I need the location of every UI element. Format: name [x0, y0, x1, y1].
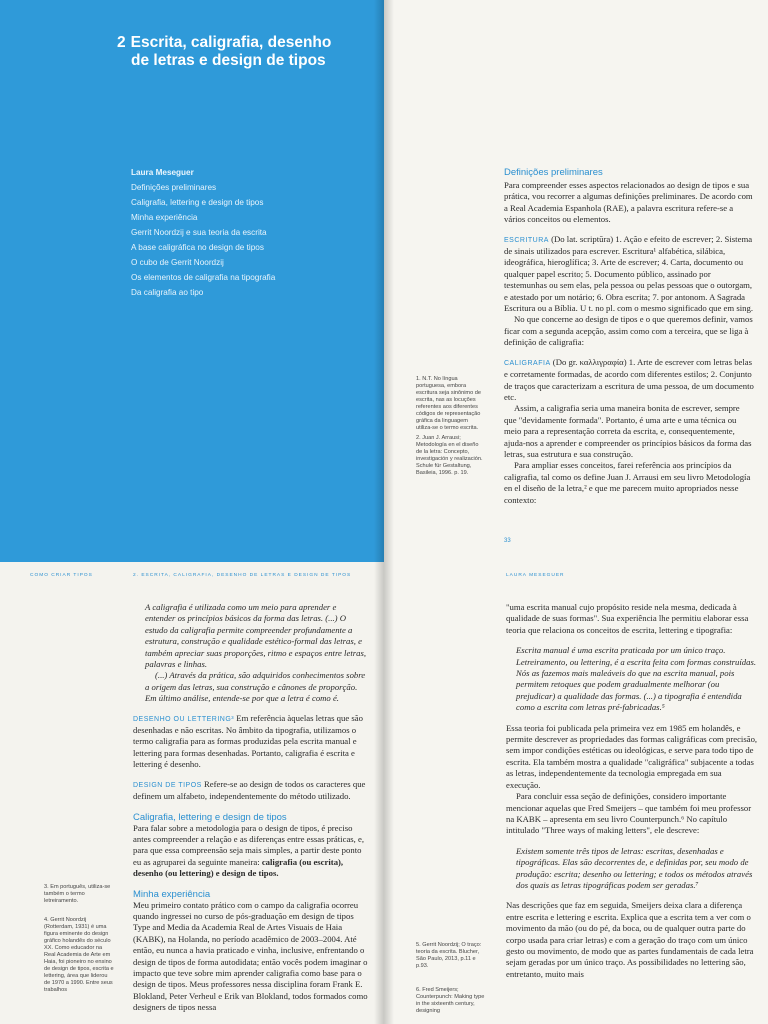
desenho-text: Em referência àquelas letras que são desenhadas e não escritas. No âmbito da tipografia, utilizamos o termo caligrafia para as formas produzidas pela escrita manual e lettering para formas desenhadas. Portanto, caligrafia é escrita e lettering é desenho.	[133, 712, 363, 770]
design-term: DESIGN DE TIPOS	[133, 781, 202, 789]
desenho-term: DESENHO OU LETTERING³	[133, 715, 235, 723]
footnote-4: 4. Gerrit Noordzij (Rotterdam, 1931) é uma figura eminente do design gráfico holandês do século XX. Como educador na Real Academia de Arte em Haia, foi pioneiro no ensino de design de tipos, escrita e lettering, área que liderou de 1970 a 1990. Entre seus trabalhos	[44, 917, 114, 993]
block-quote: (...) Através da prática, são adquiridos conhecimentos sobre a origem das letras, sua construção e cânones de proporção. Em último análise, entende-se por que a letra é como é.	[145, 670, 366, 704]
block-quote: Escrita manual é uma escrita praticada por um único traço. Letreiramento, ou lettering, é a escrita feita com formas construídas. Nós as fazemos mais maleáveis do que na escrita manual, pois permitem retoques que podem gradualmente melhorar (ou prejudicar) a qualidade das formas. (...) a tipografia é entendida como a escrita com letras pré-fabricadas.⁵	[516, 645, 757, 713]
running-head-author: LAURA MESEGUER	[506, 573, 565, 578]
toc-item: Definições preliminares	[131, 183, 217, 192]
author-name: Laura Meseguer	[131, 168, 194, 177]
footnote-1: 1. N.T. No língua portuguesa, embora escritura seja sinônimo de escrita, nas as locuções referentes aos diferentes códigos de representação gráfica da linguagem utiliza-se o termo escrita.	[416, 376, 481, 431]
block-quote: A caligrafia é utilizada como um meio para aprender e entender os princípios básicos da forma das letras. (...) O estudo da caligrafia permite compreender profundamente a estrutura, construção e qualidade estético-formal das letras, e também apreciar suas proporções, ritmo e espaços entre letras, palavras e linhas.	[145, 602, 367, 670]
toc-item: O cubo de Gerrit Noordzij	[131, 258, 224, 267]
caligrafia-text: (Do gr. καλλιγραφία) 1. Arte de escrever com letras belas e corretamente formadas, de acordo com diferentes estilos; 2. Conjunto de traços que caracterizam a escritura de uma pessoa, de um documento etc.	[504, 356, 754, 402]
chapter-title-line1: Escrita, caligrafia, desenho	[130, 34, 332, 51]
paragraph: Nas descrições que faz em seguida, Smeijers deixa clara a diferença entre escrita e lettering e escrita. Explica que a escrita tem a ver com o movimento da mão (ou do pé, da boca, ou de qualquer outra parte do corpo usada para criar letras) e com a geração do traço com um único gesto ou movimento, de modo que as partes fundamentais de cada letra sejam geradas por um único traço. As possibilidades no lettering são, entretanto, muito mais	[506, 900, 754, 979]
paragraph: Para concluir essa seção de definições, considero importante mencionar aquelas que Fred Smeijers – que também foi meu professor na KABK – apresenta em seu livro Counterpunch.⁶ No capítulo intitulado "Three ways of making letters", ele descreve:	[506, 791, 752, 836]
paragraph: Essa teoria foi publicada pela primeira vez em 1985 em holandês, e permite descrever as propriedades das formas caligráficas com precisão, sem impor condições estéticas ou ideológicas, e serve para todo tipo de escrita. Ela também mostra a qualidade "caligráfica" subjacente a todas as letras, independentemente da tecnologia empregada em sua execução.	[506, 722, 758, 790]
running-head-chapter: 2. ESCRITA, CALIGRAFIA, DESENHO DE LETRAS E DESIGN DE TIPOS	[133, 573, 352, 578]
running-head-book: COMO CRIAR TIPOS	[30, 573, 93, 578]
paragraph: No que concerne ao design de tipos e o que queremos definir, vamos ficar com a segunda acepção, assim como com a terceira, que se liga à definição de caligrafia:	[504, 314, 753, 348]
paragraph: Assim, a caligrafia seria uma maneira bonita de escrever, sempre que "devidamente formada". Portanto, é uma arte e uma técnica ou meio para a representação correta da escrita, e, consequentemente, ajuda-nos a aprender e compreender os princípios básicos da forma das letras, sua estrutura e sua construção.	[504, 403, 752, 459]
chapter-number: 2	[117, 34, 126, 51]
paragraph: Para ampliar esses conceitos, farei referência aos princípios da caligrafia, tal como os define Juan J. Arrausi em seu livro Metodología en el diseño de la letra,² e que me parecem muito apropriados nesse contexto:	[504, 460, 751, 505]
paragraph	[133, 823, 368, 880]
paragraph-bold: caligrafia (ou escrita), desenho (ou lettering) e design de tipos.	[133, 856, 344, 879]
lower-left-page	[0, 562, 384, 1024]
intro-paragraph: Para compreender esses aspectos relacionados ao design de tipos e sua prática, vou recorrer a algumas definições preliminares. De acordo com a Real Academia Espanhola (RAE), a palavra escritura refere-se a vários conceitos ou elementos.	[504, 180, 753, 225]
paragraph: Meu primeiro contato prático com o campo da caligrafia ocorreu quando ingressei no curso de pós-graduação em design de tipos Type and Media da Academia Real de Artes Visuais de Haia (KABK), na Holanda, no período acadêmico de 2003–2004. Até então, eu nunca a havia praticado e vinha, inclusive, enfrentando o design de tipos de forma autodidata; então vocês podem imaginar o impacto que teve sobre mim aprender caligrafia como base para o design de tipos. Meus professores nessa disciplina foram Frank E. Blokland, Peter Verheul e Erik van Blokland, todos formados como designers de tipos nessa	[133, 899, 368, 1013]
definitions-page	[384, 0, 768, 562]
design-text: Refere-se ao design de todos os caracteres que definem um alfabeto, independentemente do método utilizado.	[133, 778, 366, 802]
toc-item: Minha experiência	[131, 213, 198, 222]
footnote-3: 3. Em português, utiliza-se também o termo letreiramento.	[44, 884, 111, 904]
toc-item: A base caligráfica no design de tipos	[131, 243, 264, 252]
toc-item: Os elementos de caligrafia na tipografia	[131, 273, 276, 282]
toc-item: Gerrit Noordzij e sua teoria da escrita	[131, 228, 267, 237]
chapter-title	[117, 34, 367, 70]
chapter-title-line2: de letras e design de tipos	[131, 52, 326, 69]
paragraph: "uma escrita manual cujo propósito reside nela mesma, dedicada à qualidade de suas formas". Sua experiência lhe permitiu elaborar essa teoria que relaciona os conceitos de escrita, lettering e tipografia:	[506, 602, 749, 635]
footnote-5: 5. Gerrit Noordzij; O traço: teoria da escrita. Blucher, São Paulo, 2013, p.11 e p.93.	[416, 942, 482, 969]
caligrafia-term: CALIGRAFIA	[504, 359, 551, 367]
book-gutter	[374, 0, 394, 1024]
subsection-heading: Caligrafia, lettering e design de tipos	[133, 811, 287, 823]
lower-right-page	[384, 562, 768, 1024]
page-number: 33	[504, 538, 511, 544]
toc-item: Caligrafia, lettering e design de tipos	[131, 198, 264, 207]
escritura-definition	[504, 234, 754, 315]
section-heading: Definições preliminares	[504, 167, 603, 178]
escritura-term: ESCRITURA	[504, 236, 549, 244]
block-quote: Existem somente três tipos de letras: escritas, desenhadas e tipográficas. Elas são decorrentes de, e definidas por, seu modo de produção: escrita; desenho ou lettering; e todos os métodos através dos quais as letras tipográficas podem ser geradas.⁷	[516, 845, 753, 890]
footnote-6: 6. Fred Smeijers; Counterpunch: Making type in the sixteenth century, designing	[416, 987, 485, 1014]
chapter-toc	[131, 165, 371, 300]
escritura-text: (Do lat. scriptūra) 1. Ação e efeito de escrever; 2. Sistema de sinais utilizados para escrever. Escritura¹ alfabética, silábica, ideográfica, hieroglífica; 3. Arte de escrever; 4. Carta, documento ou qualquer papel escrito; 5. Documento público, assinado por testemunhas ou sem elas, pela pessoa ou pelas pessoas que o outorgam, e atestado por um notário; 6. Obra escrita; 7. por antonom. A Sagrada Escritura ou a Bíblia. U t. no pl. com o mesmo significado que em sing.	[504, 233, 753, 314]
subsection-heading: Minha experiência	[133, 888, 211, 900]
chapter-opener-page	[0, 0, 384, 562]
footnote-2: 2. Juan J. Arrausi; Metodología en el diseño de la letra: Concepto, investigación y realización. Schule für Gestaltung, Basileia, 1996. p. 19.	[416, 435, 483, 476]
desenho-definition	[133, 713, 368, 771]
design-definition	[133, 779, 368, 803]
caligrafia-definition	[504, 357, 754, 404]
toc-item: Da caligrafia ao tipo	[131, 288, 204, 297]
paragraph-text: Para falar sobre a metodologia para o design de tipos, é preciso antes compreender a relação e as diferenças entre essas práticas, e, para que essa compreensão seja mais simples, a partir deste ponto eu as agruparei da seguinte maneira:	[133, 822, 365, 867]
